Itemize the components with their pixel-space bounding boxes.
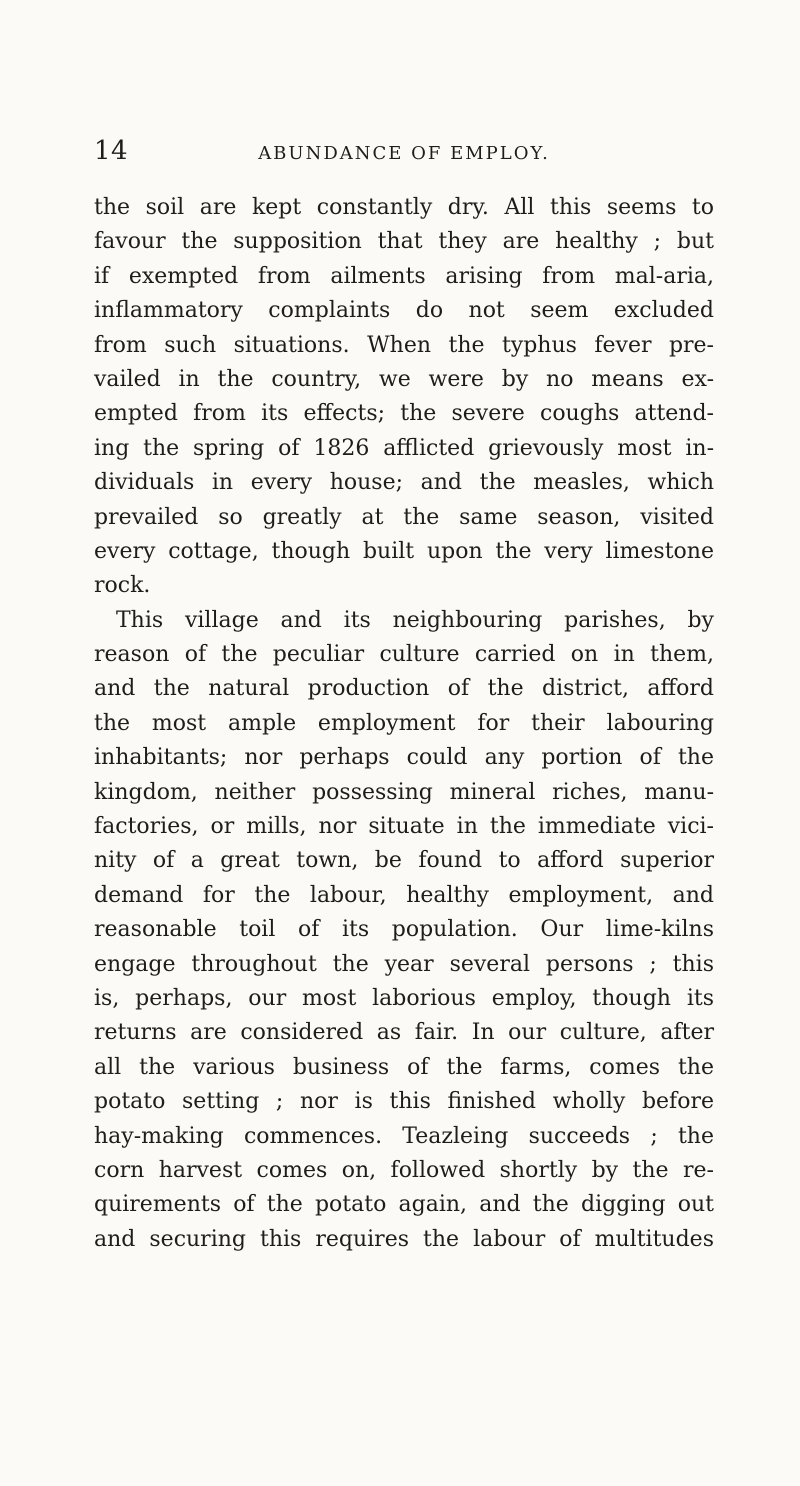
text-line: rock. <box>94 573 151 599</box>
text-line: if exempted from ailments arising from mal-aria, <box>94 263 714 289</box>
text-line: empted from its effects; the severe coughs attend- <box>94 401 714 427</box>
text-line: is, perhaps, our most laborious employ, though its <box>94 985 714 1011</box>
body-text <box>94 191 714 1257</box>
text-line: hay-making commences. Teazleing succeeds ; the <box>94 1123 714 1149</box>
text-line: the soil are kept constantly dry. All this seems to <box>94 195 714 220</box>
text-line: factories, or mills, nor situate in the immediate vici- <box>94 814 714 840</box>
text-line: from such situations. When the typhus fever pre- <box>94 332 714 358</box>
text-line: and the natural production of the district, afford <box>94 676 714 702</box>
text-line: corn harvest comes on, followed shortly by the re- <box>94 1157 714 1183</box>
text-line: reason of the peculiar culture carried on in them, <box>94 642 714 668</box>
paragraph-start-line: This village and its neighbouring parishes, by <box>116 607 714 633</box>
text-line: and securing this requires the labour of multitudes <box>94 1226 714 1252</box>
text-line: engage throughout the year several persons ; this <box>94 951 714 977</box>
text-line: prevailed so greatly at the same season, visited <box>94 504 714 530</box>
running-head <box>94 135 714 171</box>
chapter-title: ABUNDANCE OF EMPLOY. <box>258 143 550 164</box>
page-number: 14 <box>94 136 129 166</box>
text-line: all the various business of the farms, comes the <box>94 1054 714 1080</box>
text-line: potato setting ; nor is this finished wholly before <box>94 1089 714 1115</box>
text-line: reasonable toil of its population. Our lime-kilns <box>94 917 714 943</box>
text-line: quirements of the potato again, and the digging out <box>94 1192 714 1218</box>
text-line: demand for the labour, healthy employment, and <box>94 882 714 908</box>
text-line: favour the supposition that they are healthy ; but <box>94 229 714 255</box>
text-line: kingdom, neither possessing mineral riches, manu- <box>94 779 714 805</box>
text-line: inhabitants; nor perhaps could any portion of the <box>94 745 714 771</box>
text-line: ing the spring of 1826 afflicted grievously most in- <box>94 435 714 461</box>
text-line: dividuals in every house; and the measles, which <box>94 470 714 496</box>
text-line: returns are considered as fair. In our culture, after <box>94 1020 714 1046</box>
text-line: vailed in the country, we were by no means ex- <box>94 366 714 392</box>
text-line: inflammatory complaints do not seem excluded <box>94 298 714 324</box>
text-line: the most ample employment for their labouring <box>94 710 714 736</box>
text-line: nity of a great town, be found to afford superior <box>94 848 714 874</box>
text-line: every cottage, though built upon the very limestone <box>94 538 714 564</box>
